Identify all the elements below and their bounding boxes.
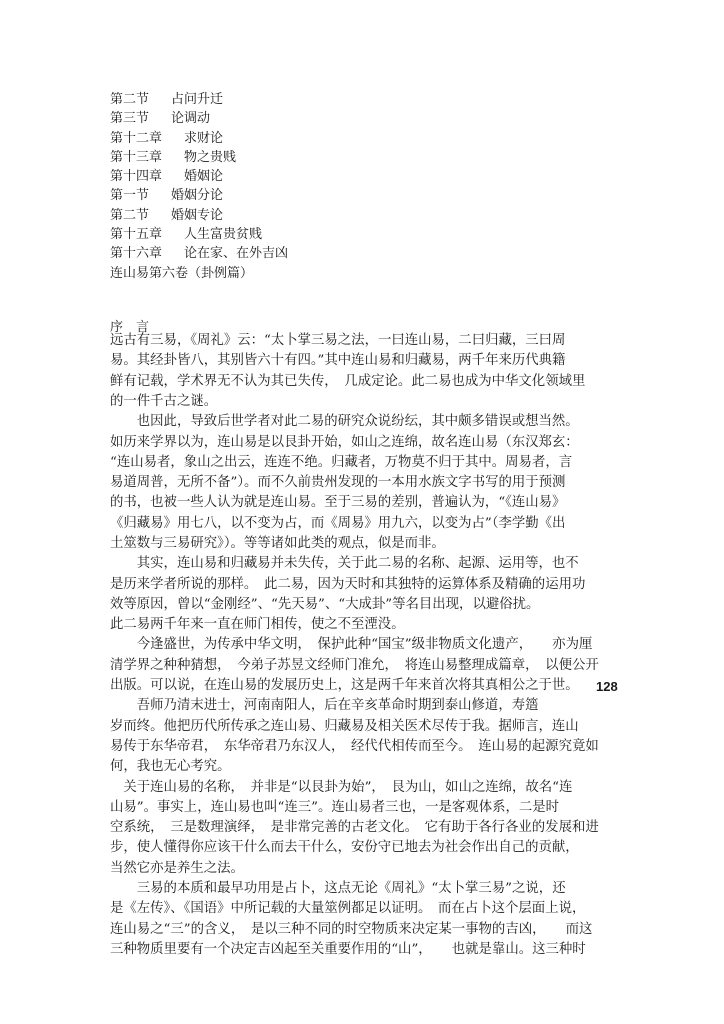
toc-entry-title: 婚姻专论 xyxy=(171,207,224,223)
paragraph-line: 易道周普，无所不备”）。而不久前贵州发现的一本用水族文字书写的用于预测 xyxy=(110,475,566,490)
paragraph-line: 关于连山易的名称， 并非是“以艮卦为始”， 艮为山，如山之连绵，故名“连 xyxy=(110,780,573,795)
paragraph-line: 易传于东华帝君， 东华帝君乃东汉人， 经代代相传而至今。 连山易的起源究竟如 xyxy=(110,739,599,754)
paragraph-line: 是历来学者所说的那样。 此二易，因为天时和其独特的运算体系及精确的运用功 xyxy=(110,577,586,592)
paragraph-line: 何，我也无心考究。 xyxy=(110,759,231,774)
paragraph-line: 《归藏易》用七八，以不变为占，而《周易》用九六，以变为占”（李学勤《出 xyxy=(110,516,566,531)
paragraph-line: “连山易者，象山之出云，连连不绝。归藏者，万物莫不归于其中。周易者，言 xyxy=(110,455,573,470)
toc-entry xyxy=(110,129,288,148)
paragraph-line: 土筮数与三易研究》）。等等诸如此类的观点，似是而非。 xyxy=(110,536,445,551)
paragraph-line: 效等原因，曾以“金刚经”、“先天易”、“大成卦”等名目出现，以避俗扰。 xyxy=(110,597,540,612)
paragraph-line: 出版。可以说，在连山易的发展历史上，这是两千年来首次将其真相公之于世。 xyxy=(110,678,579,693)
paragraph-line: 的一件千古之谜。 xyxy=(110,394,218,409)
paragraph-line: 鲜有记载，学术界无不认为其已失传， 几成定论。此二易也成为中华文化领域里 xyxy=(110,374,586,389)
toc-entry xyxy=(110,186,288,205)
toc-entry xyxy=(110,244,288,263)
toc-entry-number: 第十五章 xyxy=(110,227,163,243)
toc-entry-title: 婚姻分论 xyxy=(171,188,224,204)
toc-entry-number: 第一节 xyxy=(110,188,150,204)
toc-entry-number: 第十二章 xyxy=(110,130,163,146)
toc-entry-number: 第二节 xyxy=(110,207,150,223)
toc-entry xyxy=(110,167,288,186)
page-number: 128 xyxy=(596,679,618,694)
toc-entry-title: 婚姻论 xyxy=(184,169,224,185)
toc-entry xyxy=(110,109,288,128)
paragraph-line: 远古有三易，《周礼》云：“太卜掌三易之法，一曰连山易，二曰归藏，三曰周 xyxy=(110,333,566,348)
preface-heading: 序 言 xyxy=(110,320,150,335)
paragraph-line: 也因此，导致后世学者对此二易的研究众说纷纭，其中颇多错误或想当然。 xyxy=(110,414,579,429)
paragraph-line: 的书，也被一些人认为就是连山易。至于三易的差别，普遍认为，“《连山易》 xyxy=(110,495,566,510)
toc-entry-title: 论调动 xyxy=(171,111,211,127)
paragraph-line: 易。其经卦皆八，其别皆六十有四。”其中连山易和归藏易，两千年来历代典籍 xyxy=(110,353,566,368)
paragraph-line: 当然它亦是养生之法。 xyxy=(110,861,244,876)
paragraph-line: 步，使人懂得你应该干什么而去干什么，安份守已地去为社会作出自己的贡献， xyxy=(110,840,579,855)
toc-entry xyxy=(110,148,288,167)
paragraph-line: 山易”。事实上，连山易也叫“连三”。连山易者三也，一是客观体系，二是时 xyxy=(110,800,560,815)
paragraph-line: 连山易之“三”的含义， 是以三种不同的时空物质来决定某一事物的吉凶， 而这 xyxy=(110,922,593,937)
toc-entry-number: 第十四章 xyxy=(110,169,163,185)
paragraph-line: 如历来学界以为，连山易是以艮卦开始，如山之连绵，故名连山易（东汉郑玄： xyxy=(110,435,579,450)
paragraph-line: 空系统， 三是数理演绎， 是非常完善的古老文化。 它有助于各行各业的发展和进 xyxy=(110,820,599,835)
paragraph-line: 岁而终。他把历代所传承之连山易、归藏易及相关医术尽传于我。据师言，连山 xyxy=(110,719,579,734)
table-of-contents xyxy=(110,90,288,283)
toc-entry xyxy=(110,264,288,283)
paragraph-line: 清学界之种种猜想， 今弟子苏昱文经师门准允， 将连山易整理成篇章， 以便公开 xyxy=(110,658,599,673)
toc-entry-number: 第十六章 xyxy=(110,246,163,262)
toc-entry-title: 人生富贵贫贱 xyxy=(184,227,263,243)
toc-entry-title: 占问升迁 xyxy=(171,92,224,107)
toc-entry-title: 论在家、在外吉凶 xyxy=(184,246,289,262)
paragraph-line: 三种物质里要有一个决定吉凶起至关重要作用的“山”， 也就是靠山。这三种时 xyxy=(110,942,586,957)
toc-entry-number: 第三节 xyxy=(110,111,150,127)
toc-entry-number: 第二节 xyxy=(110,92,150,107)
toc-entry xyxy=(110,206,288,225)
paragraph-line: 此二易两千年来一直在师门相传，使之不至湮没。 xyxy=(110,617,405,632)
toc-entry-title: 求财论 xyxy=(184,130,224,146)
toc-entry-number: 第十三章 xyxy=(110,149,163,165)
toc-entry xyxy=(110,90,288,109)
toc-entry-title: 物之贵贱 xyxy=(184,149,237,165)
toc-entry-number: 连山易第六卷（卦例篇） xyxy=(110,265,254,281)
paragraph-line: 是《左传》、《国语》中所记载的大量筮例都足以证明。 而在占卜这个层面上说， xyxy=(110,901,586,916)
paragraph-line: 其实，连山易和归藏易并未失传，关于此二易的名称、起源、运用等，也不 xyxy=(110,556,579,571)
paragraph-line: 今逢盛世，为传承中华文明， 保护此种“国宝”级非物质文化遗产， 亦为厘 xyxy=(110,637,593,652)
paragraph-line: 吾师乃清末进士，河南南阳人，后在辛亥革命时期到泰山修道，寿簉 xyxy=(110,698,539,713)
paragraph-line: 三易的本质和最早功用是占卜，这点无论《周礼》“太卜掌三易”之说，还 xyxy=(110,881,566,896)
toc-entry xyxy=(110,225,288,244)
